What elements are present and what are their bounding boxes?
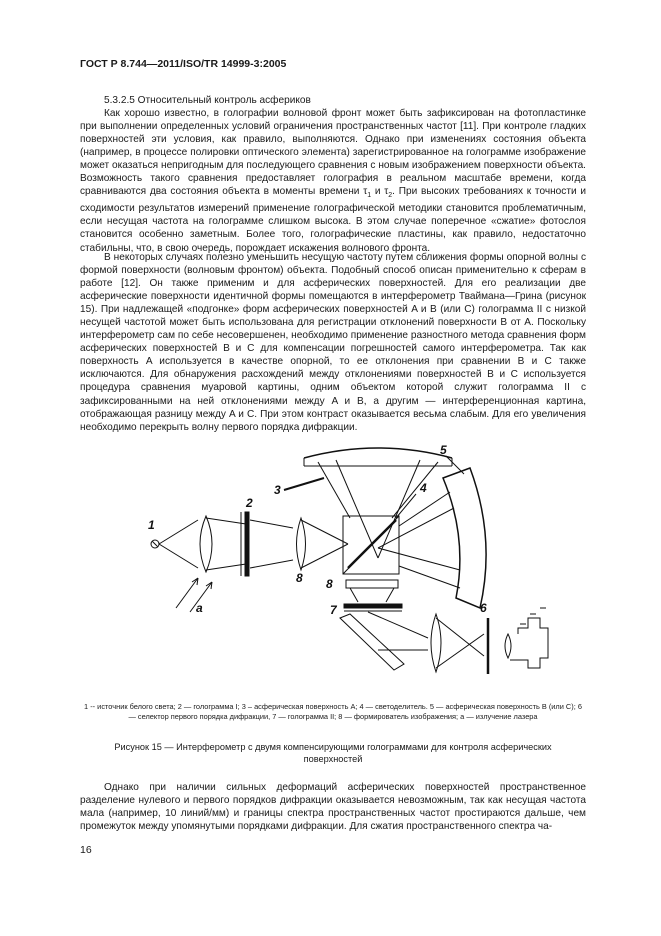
ray xyxy=(159,544,198,568)
camera-steps xyxy=(520,608,546,624)
image-former-lens xyxy=(297,518,306,570)
document-header: ГОСТ Р 8.744—2011/ISO/TR 14999-3:2005 xyxy=(80,58,287,70)
laser-beam xyxy=(176,578,198,608)
figure-label-2: 2 xyxy=(246,496,253,510)
interferometer-figure xyxy=(78,438,586,698)
collimator-lens xyxy=(200,516,212,572)
camera-body xyxy=(510,618,548,668)
figure-label-a: a xyxy=(196,601,203,615)
figure-label-8-b: 8 xyxy=(296,571,303,585)
ray xyxy=(250,520,293,528)
ray xyxy=(386,588,394,602)
label-5-leader xyxy=(446,456,464,474)
ray xyxy=(206,564,246,570)
ray xyxy=(378,548,460,570)
ray xyxy=(318,462,350,518)
ray xyxy=(301,520,348,544)
ray xyxy=(206,518,246,524)
ray xyxy=(301,544,348,568)
ray xyxy=(336,460,378,558)
paragraph-2: В некоторых случаях полезно уменьшить несущую частоту путем сближения формы опорной волны с формой поверхности (волновым фронтом) объекта. Подобный способ описан применительно к сферам в работе [12]. Он также применим и для асферических поверхностей. Для его реализации две асферические поверхности идентичной формы помещаются в интерферометр Тваймана—Грина (рисунок 15). При надлежащей «подгонке» форм асферических поверхностей A и B (или C) голограмма II с низкой несущей частотой может быть использована для регистрации отклонений поверхности B от A. Поскольку интерферометр сам по себе несовершенен, необходимо применение разностного метода сравнения форм асферических поверхностей B и C для компенсации погрешностей самого интерферометра. Так как поверхность A используется в качестве опорной, то ее отклонения при сравнении B и C также исключаются. Для обнаружения расхождений между отклонениями поверхностей B и C используется процедура сравнения муаровой картины, одним объектом которой служит голограмма II с зафиксированными на ней отклонениями между A и B, а другим — интерференционная картина, отображающая разницу между A и C. При этом контраст оказывается весьма слабым. Для его увеличения необходимо перекрыть волну первого порядка дифракции. xyxy=(80,252,586,433)
light-source-cross xyxy=(152,541,158,547)
figure-label-6: 6 xyxy=(480,601,487,615)
figure-legend: 1 -- источник белого света; 2 — голограмма I; 3 – асферическая поверхность A; 4 — светоделитель. 5 — асферическая поверхность B (или C); 6 — селектор первого порядка дифракции, 7 — голограмма II; 8 — формирователь изображения; a — излучение лазера xyxy=(84,702,582,721)
hologram-1 xyxy=(245,512,249,576)
aspheric-surface-b xyxy=(443,468,486,608)
ray xyxy=(436,634,484,668)
label-4-leader xyxy=(396,494,416,518)
relay-lens xyxy=(431,614,441,672)
page-number: 16 xyxy=(80,844,92,856)
aspheric-surface-a xyxy=(304,448,452,458)
paragraph-3: Однако при наличии сильных деформаций асферических поверхностей пространственное разделение нулевого и первого порядков дифракции оказывается невозможным, так как несущая частота мала (например, 10 линий/мм) и границы спектра пространственных частот простираются дальше, чем промежуток между упомянутыми порядками дифракции. Для сжатия пространственного спектра ча- xyxy=(80,782,586,833)
ray xyxy=(159,520,198,544)
ray xyxy=(250,560,293,568)
paragraph-1: Как хорошо известно, в голографии волновой фронт может быть зафиксирован на фотопластинке при выполнении определенных условий ограничения пространственных частот [11]. При контроле гладких поверхностей эти условия, как правило, выполняются. Однако при изменениях состояния объекта (например, в процессе полировки оптического элемента) зарегистрированное на голограмме изображение может оказаться непригодным для последующего сравнения с новым изображением поверхности объекта. Возможность такого сравнения предоставляет голография в реальном масштабе времени, когда сравниваются два состояния объекта в моменты времени $\tau_1$ и $\tau_2$. При высоких требованиях к точности и сходимости результатов измерений применение голографической методики становится проблематичным, если несущая частота на голограмме слишком высока. В этом случае поперечное «сжатие» фотослоя становится особенно заметным. Более того, голографические пластины, как правило, недостаточно стабильны, что, в свою очередь, порождает искажения волнового фронта. xyxy=(80,108,586,254)
figure-label-7: 7 xyxy=(330,603,337,617)
figure-caption: Рисунок 15 — Интерферометр с двумя компенсирующими голограммами для контроля асферических поверхностей xyxy=(114,742,552,764)
image-former-8 xyxy=(346,580,398,588)
section-text-bottom xyxy=(80,781,586,833)
figure-label-1: 1 xyxy=(148,518,155,532)
figure-label-3: 3 xyxy=(274,483,281,497)
section-text-top xyxy=(80,94,586,255)
figure-label-8-a: 8 xyxy=(326,577,333,591)
ray xyxy=(368,612,428,638)
figure-label-4: 4 xyxy=(420,481,427,495)
ray xyxy=(436,618,484,656)
section-text-middle xyxy=(80,251,586,434)
eyepiece-lens xyxy=(505,634,511,658)
ray xyxy=(399,566,460,588)
folding-mirror xyxy=(340,614,404,670)
hologram-2 xyxy=(344,604,402,608)
ray xyxy=(399,492,450,526)
interferometer-diagram xyxy=(78,438,586,698)
figure-label-5: 5 xyxy=(440,443,447,457)
label-3-arrow xyxy=(284,478,324,490)
section-heading: 5.3.2.5 Относительный контроль асфериков xyxy=(104,95,311,106)
ray xyxy=(350,588,358,602)
